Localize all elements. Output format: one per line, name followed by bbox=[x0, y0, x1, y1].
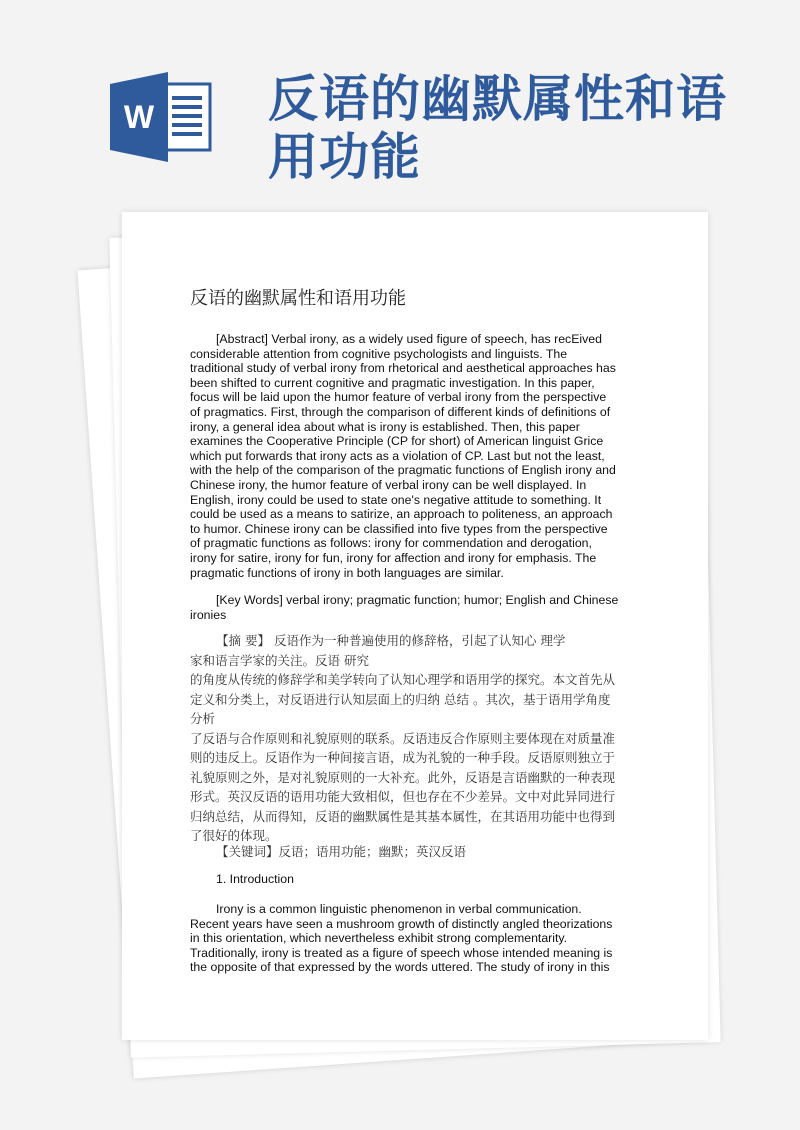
word-logo-icon bbox=[110, 72, 215, 162]
text-line: to humor. Chinese irony can be classified into five types from the perspective bbox=[190, 521, 608, 536]
text-line: 则的违反上。反语作为一种间接言语，成为礼貌的一种手段。反语原则独立于 bbox=[190, 750, 616, 765]
text-line: 【摘 要】 反语作为一种普遍使用的修辞格，引起了认知心 理学 bbox=[216, 633, 566, 648]
text-line: examines the Cooperative Principle (CP for short) of American linguist Grice bbox=[190, 434, 604, 449]
text-line: focus will be laid upon the humor feature of verbal irony from the perspective bbox=[190, 390, 607, 405]
text-line: Traditionally, irony is treated as a figure of speech whose intended meaning is bbox=[190, 945, 613, 960]
text-line: been shifted to current cognitive and pragmatic investigation. In this paper, bbox=[190, 375, 595, 390]
document-title: 反语的幽默属性和语用功能 bbox=[190, 288, 406, 309]
header-title: 反语的幽默属性和语用功能 bbox=[268, 69, 727, 186]
text-line: the opposite of that expressed by the words uttered. The study of irony in this bbox=[190, 960, 610, 975]
text-line: of pragmatic functions as follows: irony for commendation and derogation, bbox=[190, 536, 592, 551]
abstract-en bbox=[190, 332, 650, 580]
text-line: Chinese irony, the humor feature of verbal irony can be well displayed. In bbox=[190, 477, 587, 492]
document-page bbox=[122, 212, 708, 1040]
abstract-cn bbox=[190, 631, 650, 846]
text-line: Irony is a common linguistic phenomenon in verbal communication. bbox=[216, 902, 582, 916]
text-line: irony for satire, irony for fun, irony for affection and irony for emphasis. The bbox=[190, 550, 597, 565]
text-line: 分析 bbox=[190, 711, 216, 726]
text-line: of pragmatics. First, through the comparison of different kinds of definitions of bbox=[190, 404, 611, 419]
text-line: 了反语与合作原则和礼貌原则的联系。反语违反合作原则主要体现在对质量准 bbox=[190, 730, 616, 746]
text-line: could be used as a means to satirize, an approach to politeness, an approach bbox=[190, 507, 613, 522]
keywords-en bbox=[190, 593, 650, 622]
text-line: Recent years have seen a mushroom growth of distinctly angled theorizations bbox=[190, 916, 613, 931]
text-line: [Abstract] Verbal irony, as a widely used figure of speech, has recEived bbox=[216, 332, 602, 346]
text-line: 家和语言学家的关注。反语 研究 bbox=[190, 652, 369, 668]
text-line: 的角度从传统的修辞学和美学转向了认知心理学和语用学的探究。本文首先从 bbox=[190, 672, 616, 687]
text-line: irony, a general idea about what is irony is established. Then, this paper bbox=[190, 419, 580, 434]
section-heading: 1. Introduction bbox=[216, 872, 294, 886]
text-line: 礼貌原则之外，是对礼貌原则的一大补充。此外，反语是言语幽默的一种表现 bbox=[190, 769, 616, 785]
text-line: in this orientation, which nevertheless exhibit strong complementarity. bbox=[190, 931, 568, 946]
text-line: 归纳总结，从而得知，反语的幽默属性是其基本属性，在其语用功能中也得到 bbox=[190, 808, 616, 824]
text-line: pragmatic functions of irony in both languages are similar. bbox=[190, 565, 504, 580]
text-line: 了很好的体现。 bbox=[190, 828, 278, 843]
text-line: which put forwards that irony acts as a violation of CP. Last but not the least, bbox=[190, 448, 605, 463]
svg-text:W: W bbox=[123, 99, 155, 135]
text-line: 定义和分类上，对反语进行认知层面上的归纳 总结 。其次，基于语用学角度 bbox=[190, 691, 611, 707]
text-line: considerable attention from cognitive psychologists and linguists. The bbox=[190, 346, 568, 361]
text-line: English, irony could be used to state one's negative attitude to something. It bbox=[190, 492, 602, 507]
text-line: ironies bbox=[190, 607, 227, 622]
text-line: traditional study of verbal irony from rhetorical and aesthetical approaches has bbox=[190, 361, 616, 376]
text-line: with the help of the comparison of the pragmatic functions of English irony and bbox=[190, 463, 616, 478]
text-line: 形式。英汉反语的语用功能大致相似，但也存在不少差异。文中对此异同进行 bbox=[190, 789, 616, 804]
intro-paragraph bbox=[190, 902, 650, 975]
keywords-cn: 【关键词】反语；语用功能；幽默；英汉反语 bbox=[216, 844, 467, 859]
text-line: [Key Words] verbal irony; pragmatic function; humor; English and Chinese bbox=[216, 593, 619, 607]
